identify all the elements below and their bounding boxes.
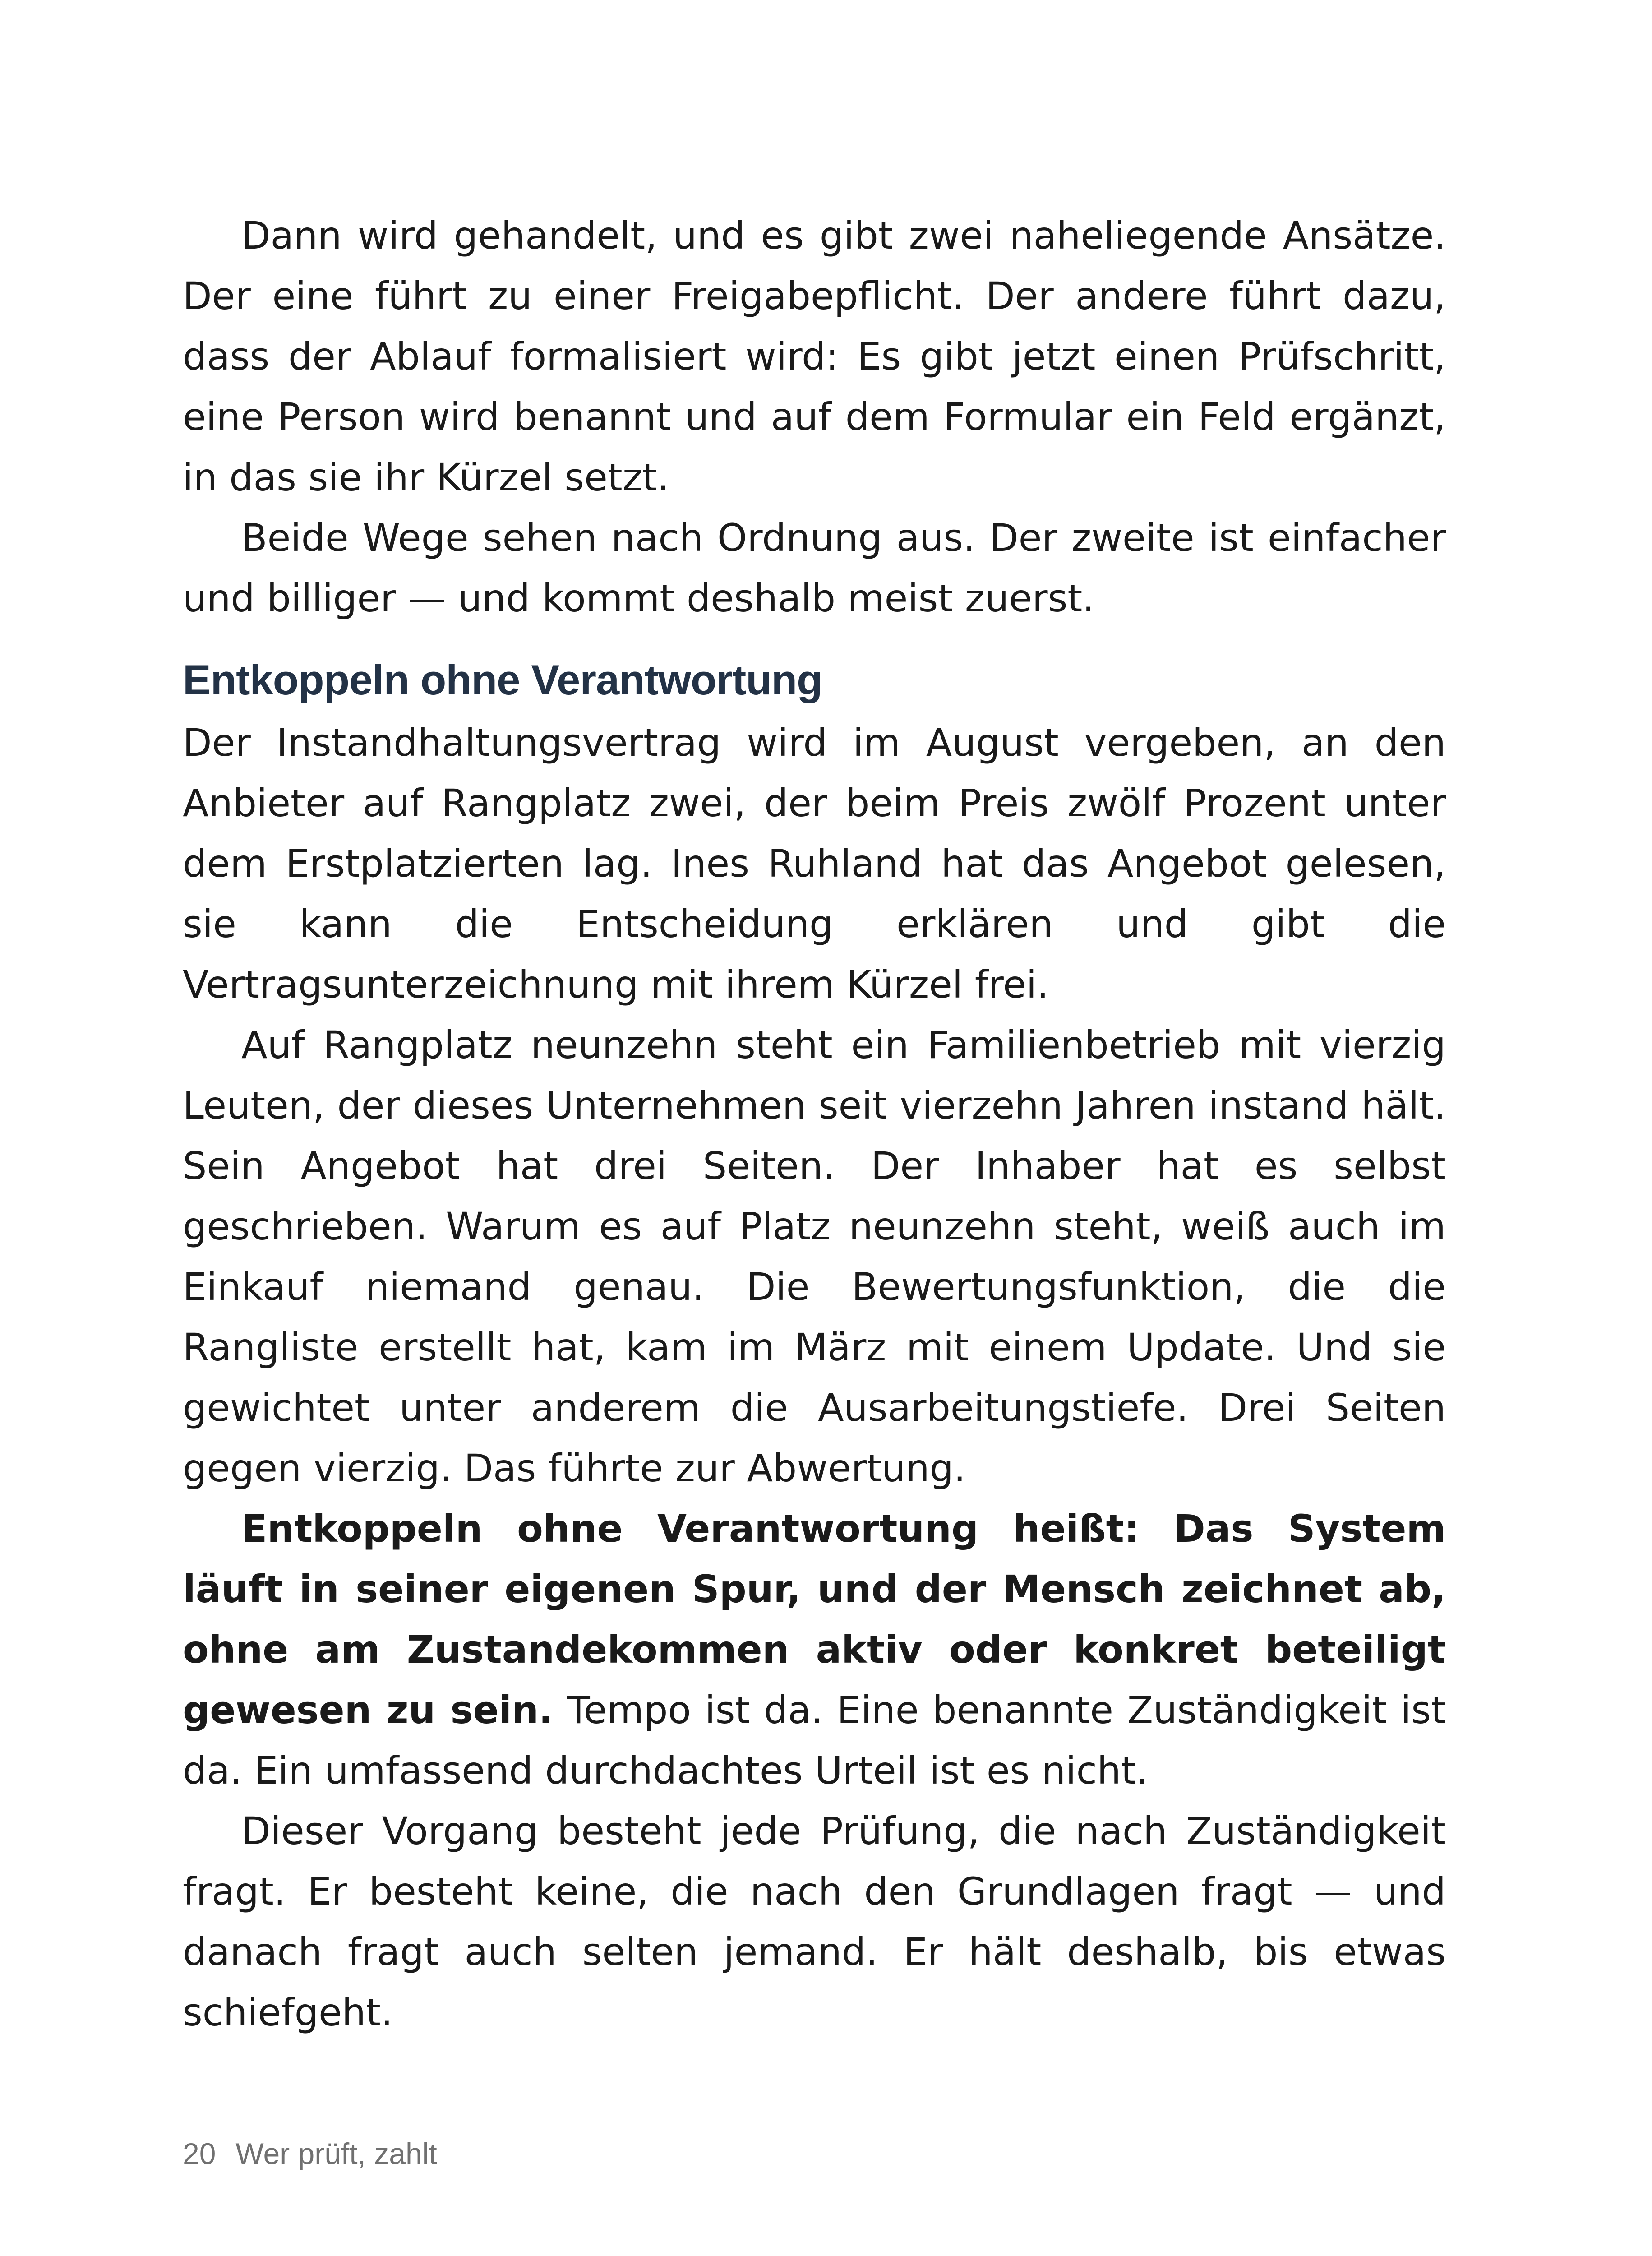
paragraph-2: Beide Wege sehen nach Ordnung aus. Der zweite ist einfacher und billiger — und kommt deshalb meist zuerst.	[183, 516, 1446, 620]
paragraph-6: Dieser Vorgang besteht jede Prüfung, die nach Zuständigkeit fragt. Er besteht keine, die nach den Grundlagen fragt — und danach fragt auch selten jemand. Er hält deshalb, bis etwas schiefgeht.	[183, 1809, 1446, 2034]
page-footer	[183, 2136, 437, 2171]
running-title: Wer prüft, zahlt	[235, 2137, 437, 2170]
paragraph-5-rest: Tempo ist da. Eine benannte Zuständigkeit ist da. Ein umfassend durchdachtes Urteil ist es nicht.	[183, 1688, 1446, 1793]
section-heading: Entkoppeln ohne Verantwortung	[183, 656, 822, 703]
page-number: 20	[183, 2137, 216, 2170]
paragraph-5	[183, 1498, 1446, 1801]
paragraph-3: Der Instandhaltungsvertrag wird im August vergeben, an den Anbieter auf Rangplatz zwei, der beim Preis zwölf Prozent unter dem Erstplatzierten lag. Ines Ruhland hat das Angebot gelesen, sie kann die Entscheidung erklären und gibt die Vertragsunterzeichnung mit ihrem Kürzel frei.	[183, 721, 1446, 1007]
paragraph-4: Auf Rangplatz neunzehn steht ein Familienbetrieb mit vierzig Leuten, der dieses Unternehmen seit vierzehn Jahren instand hält. Sein Angebot hat drei Seiten. Der Inhaber hat es selbst geschrieben. Warum es auf Platz neunzehn steht, weiß auch im Einkauf niemand genau. Die Bewertungsfunktion, die die Rangliste erstellt hat, kam im März mit einem Update. Und sie gewichtet unter anderem die Ausarbeitungstiefe. Drei Seiten gegen vierzig. Das führte zur Abwertung.	[183, 1023, 1446, 1490]
bold-definition: Entkoppeln ohne Verantwortung heißt: Das System läuft in seiner eigenen Spur, und der Mensch zeichnet ab, ohne am Zustandekommen aktiv oder konkret beteiligt gewesen zu sein.	[183, 1507, 1446, 1732]
book-page-body	[183, 205, 1446, 2043]
paragraph-1: Dann wird gehandelt, und es gibt zwei naheliegende Ansätze. Der eine führt zu einer Freigabepflicht. Der andere führt dazu, dass der Ablauf formalisiert wird: Es gibt jetzt einen Prüfschritt, eine Person wird benannt und auf dem Formular ein Feld ergänzt, in das sie ihr Kürzel setzt.	[183, 213, 1446, 499]
